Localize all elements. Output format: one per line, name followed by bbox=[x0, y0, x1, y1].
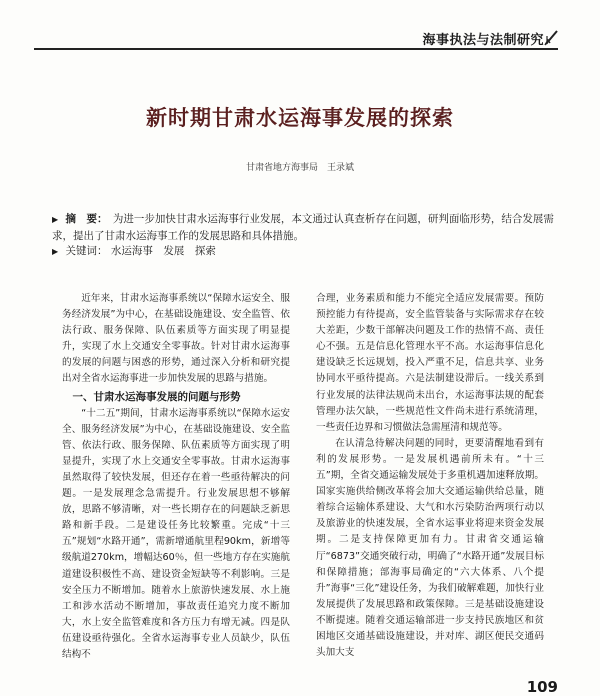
article-title: 新时期甘肃水运海事发展的探索 bbox=[146, 106, 454, 130]
pen-icon bbox=[544, 28, 560, 46]
keywords bbox=[52, 243, 558, 258]
body-paragraph: 合理，业务素质和能力不能完全适应发展需要。预防预控能力有待提高，安全监管装备与实际需求存在较大差距，少数干部解决问题及工作的热情不高、责任心不强。五是信息化管理水平不高。水运海事信息化建设缺乏长远规划，投入严重不足，信息共享、业务协同水平亟待提高。六是法制建设滞后。一线关系到行业发展的法律法规尚未出台，水运海事法规的配套管理办法欠缺，一些规范性文件尚未进行系统清理，一些责任边界和习惯做法急需厘清和规范等。 bbox=[316, 293, 544, 433]
body-paragraph: 在认清急待解决问题的同时，更要清醒地看到有利的发展形势。一是发展机遇前所未有。“十三五”期，全省交通运输发展处于多重机遇加速释放期。国家实施供给侧改革将会加大交通运输供给总量，随着综合运输体系建设、大气和水污染防治两项行动以及旅游业的快速发展，全省水运事业将迎来资金发展期。二是支持保障更加有力。甘肃省交通运输厅“6873”交通突破行动，明确了“水路开通”发展目标和保障措施；部海事局确定的“六大体系、八个提升”海事“三化”建设任务，为我们破解难题，加快行业发展提供了发展思路和政策保障。三是基础设施建设不断提速。随着交通运输部进一步支持民族地区和贫困地区交通基础设施建设，并对库、湖区便民交通码头加大支 bbox=[316, 437, 544, 659]
left-column bbox=[62, 291, 290, 663]
abstract-label: 摘 要： bbox=[65, 213, 108, 225]
body-paragraph: “十二五”期间，甘肃水运海事系统以“保障水运安全、服务经济发展”为中心，在基础设施建设、安全监管、依法行政、服务保障、队伍素质等方面实现了明显提升，实现了水上交通安全零事故。甘肃水运海事虽然取得了较快发展，但还存在着一些亟待解决的问题。一是发展理念急需提升。行业发展思想不够解放，思路不够清晰，对一些长期存在的问题缺乏新思路和新手段。二是建设任务比较繁重。完成“十三五”规划“水路开通”，需新增通航里程90km，新增等级航道270km，增幅达60％，但一些地方存在实施航道建设积极性不高、建设资金短缺等不利影响。三是安全压力不断增加。随着水上旅游快速发展、水上施工和涉水活动不断增加，事故责任追究力度不断加大，水上安全监管难度和各方压力有增无减。四是队伍建设亟待强化。全省水运海事专业人员缺少，队伍结构不 bbox=[62, 407, 290, 660]
abstract bbox=[52, 211, 558, 244]
right-column bbox=[316, 291, 544, 661]
triangle-bullet-icon: ▶ bbox=[52, 247, 59, 256]
page-number: 109 bbox=[526, 678, 558, 696]
section-header: 海事执法与法制研究 bbox=[422, 33, 544, 48]
section-heading: 一、甘肃水运海事发展的问题与形势 bbox=[72, 390, 241, 403]
keywords-text: 水运海事 发展 探索 bbox=[110, 245, 216, 257]
triangle-bullet-icon: ▶ bbox=[52, 215, 59, 224]
abstract-text: 为进一步加快甘肃水运海事行业发展，本文通过认真查析存在问题，研判面临形势，结合发展需求，提出了甘肃水运海事工作的发展思路和具体措施。 bbox=[52, 213, 554, 242]
intro-paragraph: 近年来，甘肃水运海事系统以“保障水运安全、服务经济发展”为中心，在基础设施建设、安全监管、依法行政、服务保障、队伍素质等方面实现了明显提升，实现了水上交通安全零事故。针对甘肃水运海事的发展的问题与困惑的形势，通过深入分析和研究提出对全省水运海事进一步加快发展的思路与措施。 bbox=[62, 293, 290, 385]
keywords-label: 关键词： bbox=[65, 245, 108, 257]
article-author: 甘肃省地方海事局 王录斌 bbox=[245, 163, 354, 173]
header-rule bbox=[34, 48, 558, 50]
